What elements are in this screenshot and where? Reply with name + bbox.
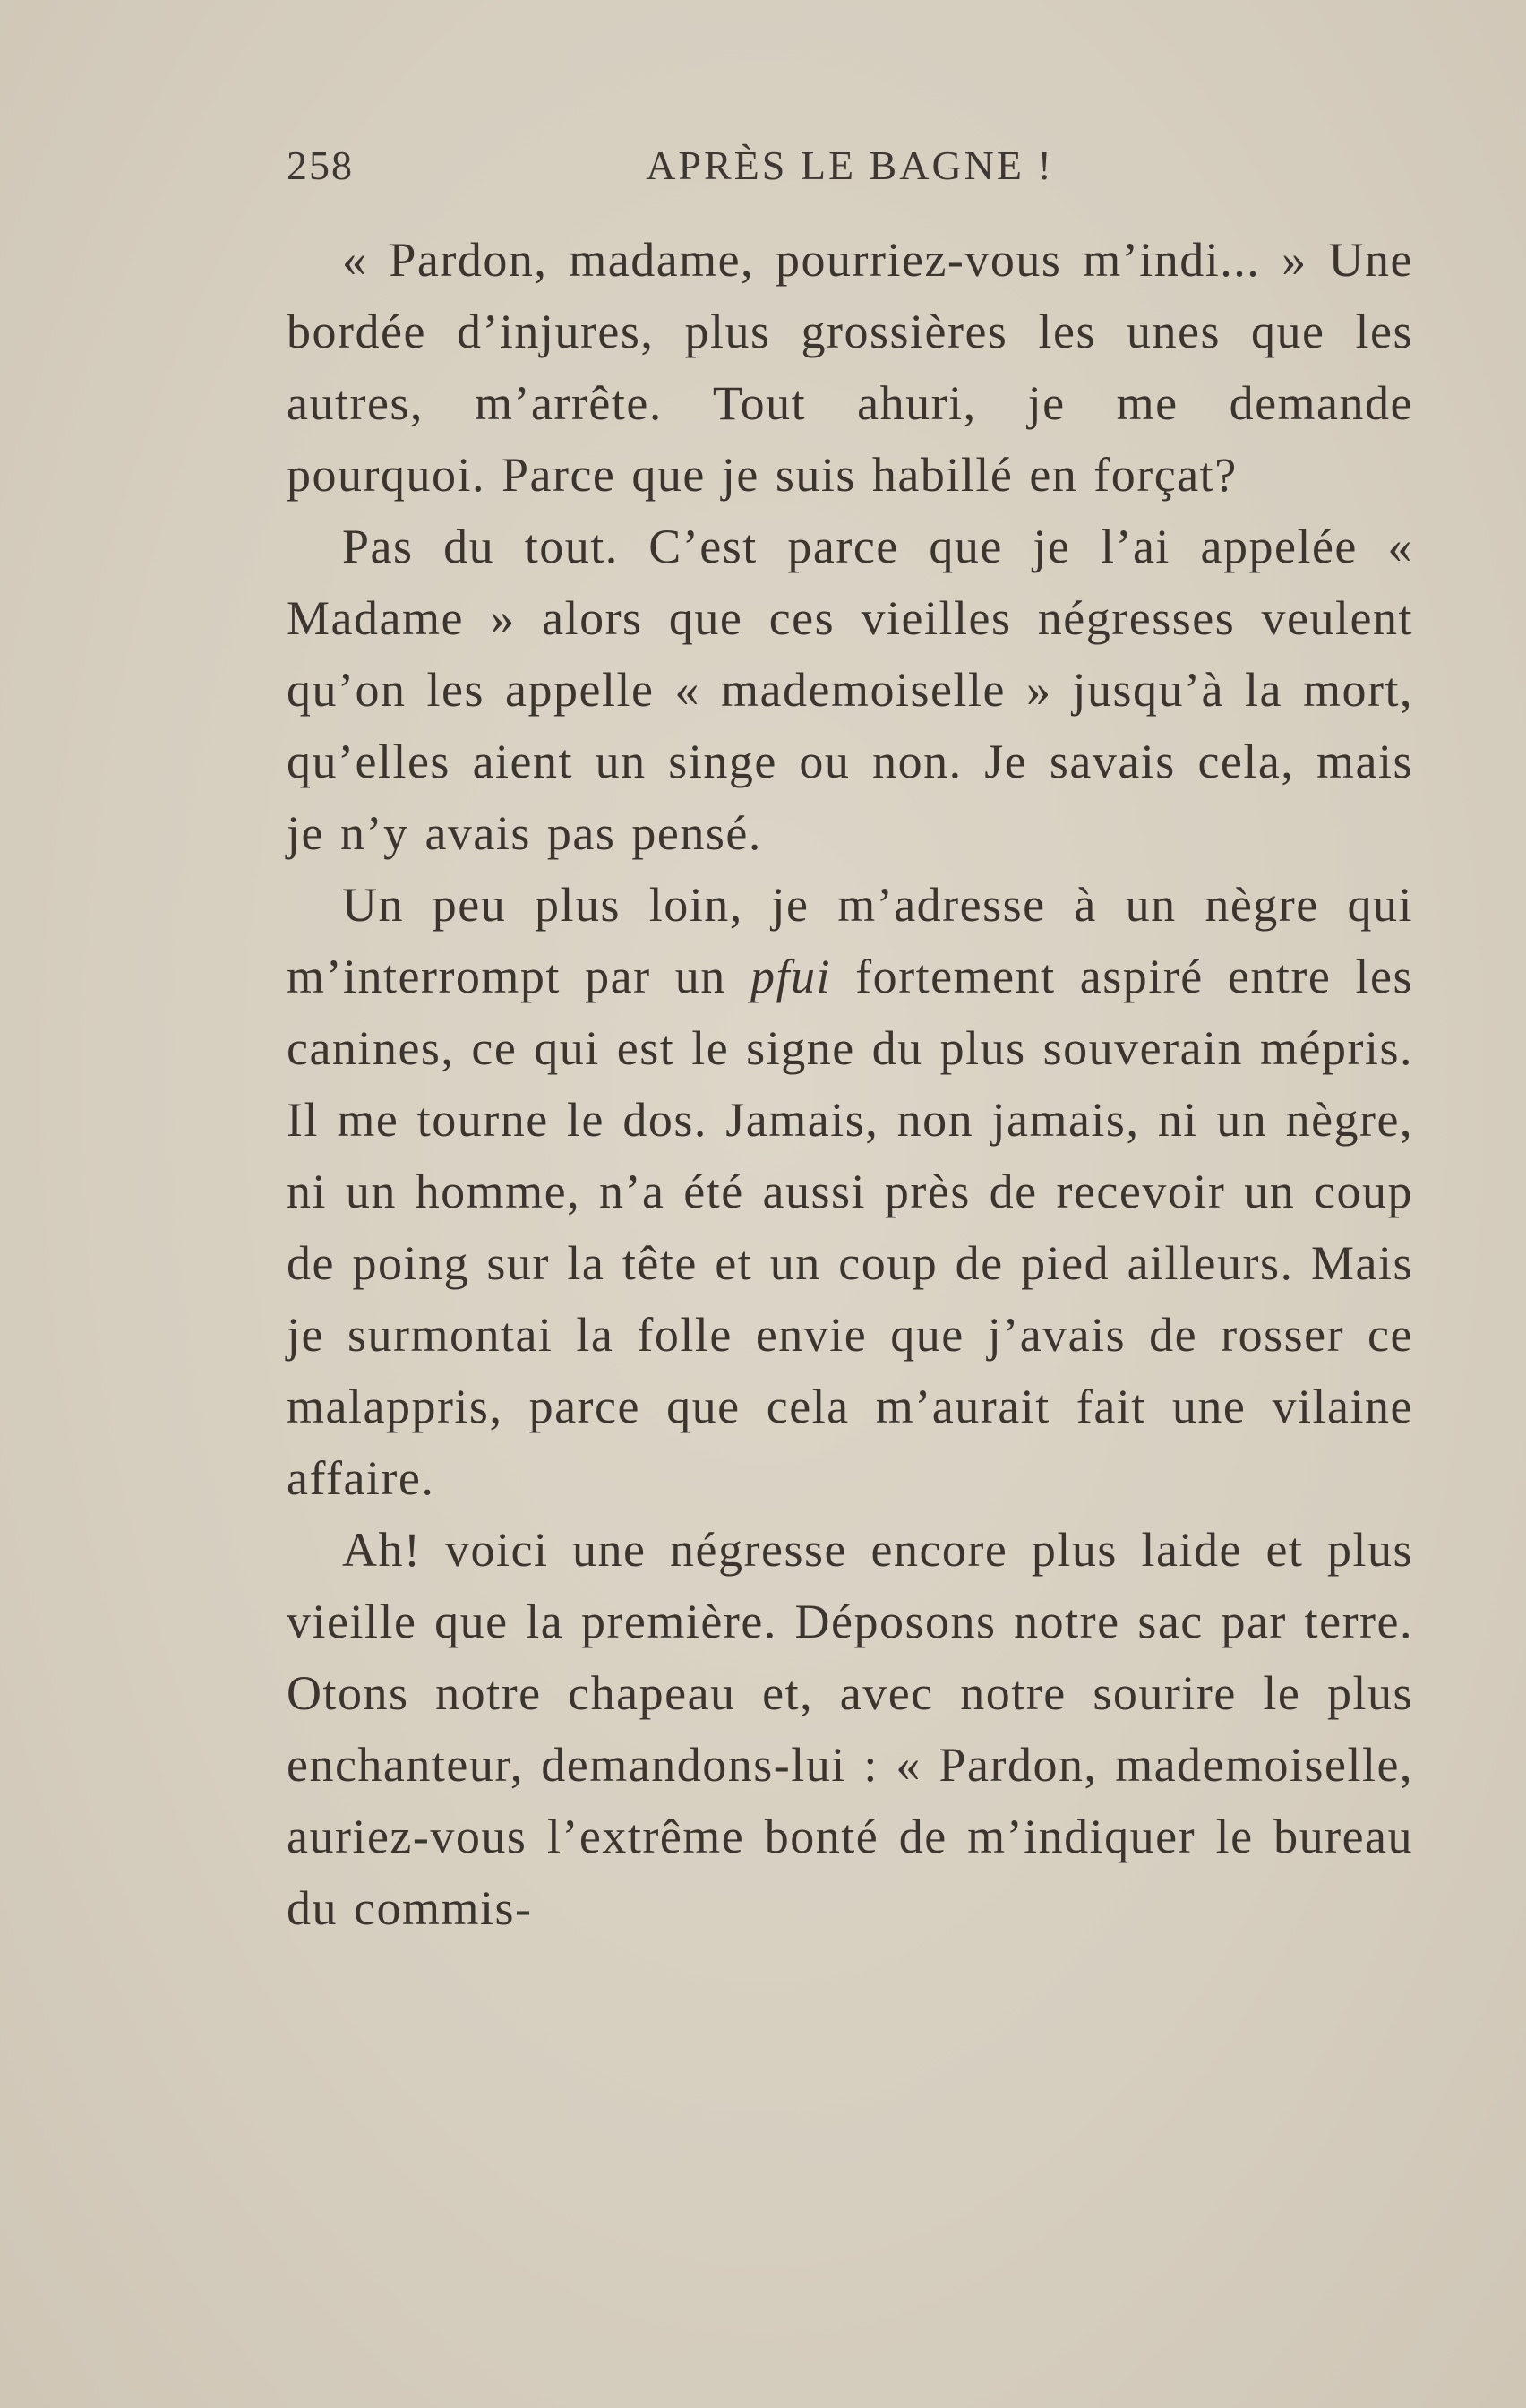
paragraph-3 [287, 869, 1413, 1514]
page-header [287, 142, 1413, 195]
body-text [287, 224, 1413, 1944]
paragraph-3-emphasis: pfui [750, 950, 831, 1003]
paragraph-3-after: fortement aspiré entre les canines, ce qui est le signe du plus souverain mépris. Il me tourne le dos. Jamais, non jamais, ni un nègre, ni un homme, n’a été aussi près de recevoir un coup de poing sur la tête et un coup de pied ailleurs. Mais je surmontai la folle envie que j’avais de rosser ce malappris, parce que cela m’aurait fait une vilaine affaire. [287, 950, 1413, 1505]
page-number: 258 [287, 142, 354, 188]
paragraph-4: Ah! voici une négresse encore plus laide et plus vieille que la première. Déposons notre sac par terre. Otons notre chapeau et, avec notre sourire le plus enchanteur, demandons-lui : « Pardon, mademoiselle, auriez-vous l’extrême bonté de m’indiquer le bureau du commis- [287, 1523, 1413, 1935]
paragraph-2: Pas du tout. C’est parce que je l’ai appelée « Madame » alors que ces vieilles négresses veulent qu’on les appelle « mademoiselle » jusqu’à la mort, qu’elles aient un singe ou non. Je savais cela, mais je n’y avais pas pensé. [287, 520, 1413, 860]
paragraph-3-before: Un peu plus loin, je m’adresse à un nègre qui m’interrompt par un [287, 878, 1413, 1003]
running-title: APRÈS LE BAGNE ! [646, 142, 1054, 188]
paragraph-1: « Pardon, madame, pourriez-vous m’indi... » Une bordée d’injures, plus grossières les unes que les autres, m’arrête. Tout ahuri, je me demande pourquoi. Parce que je suis habillé en forçat? [287, 233, 1413, 502]
